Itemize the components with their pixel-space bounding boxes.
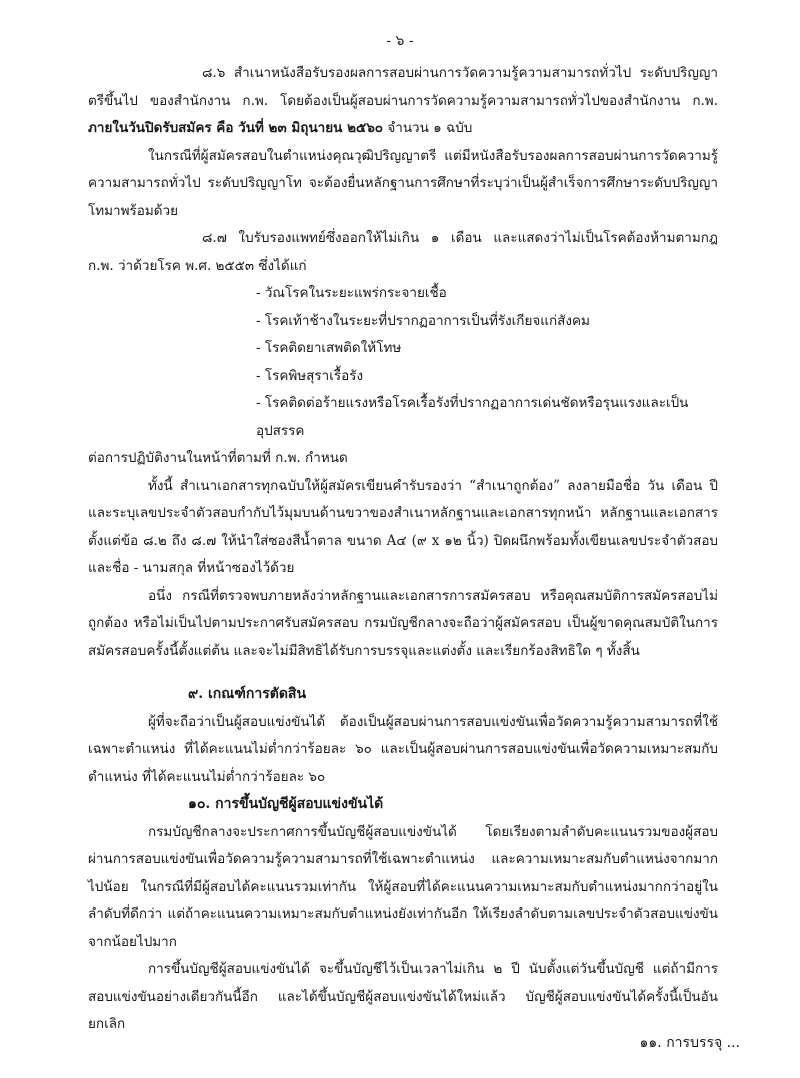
disease-item: - โรคติดยาเสพติดให้โทษ bbox=[256, 340, 402, 356]
next-page-reference: ๑๑. การบรรจุ ... bbox=[639, 1035, 740, 1051]
section-9-heading: ๙. เกณฑ์การตัดสิน bbox=[188, 686, 307, 702]
item-8-6-deadline: ภายในวันปิดรับสมัคร คือ วันที่ ๒๓ มิถุนายน ๒๕๖๐ bbox=[88, 120, 384, 136]
item-8-6-paragraph bbox=[88, 60, 718, 143]
certify-copy-note: ทั้งนี้ สำเนาเอกสารทุกฉบับให้ผู้สมัครเขียนคำรับรองว่า “สำเนาถูกต้อง” ลงลายมือชื่อ วัน เดือน ปี และระบุเลขประจำตัวสอบกำกับไว้มุมบนด้านขวาของสำเนาหลักฐานและเอกสารทุกหน้า หลักฐานและเอกสารตั้งแต่ข้อ ๘.๒ ถึง ๘.๗ ให้นำใส่ซองสีน้ำตาล ขนาด A๔ (๙ x ๑๒ นิ้ว) ปิดผนึกพร้อมทั้งเขียนเลขประจำตัวสอบ และชื่อ - นามสกุล ที่หน้าซองไว้ด้วย bbox=[88, 477, 718, 576]
item-8-6-tail: จำนวน ๑ ฉบับ bbox=[383, 120, 473, 136]
disease-item-continuation: ต่อการปฏิบัติงานในหน้าที่ตามที่ ก.พ. กำหนด bbox=[88, 450, 348, 466]
disease-item: - โรคติดต่อร้ายแรงหรือโรคเรื้อรังที่ปรากฏอาการเด่นชัดหรือรุนแรงและเป็นอุปสรรค bbox=[256, 395, 689, 439]
item-8-7-paragraph: ๘.๗ ใบรับรองแพทย์ซึ่งออกให้ไม่เกิน ๑ เดือน และแสดงว่าไม่เป็นโรคต้องห้ามตามกฎ ก.พ. ว่าด้วยโรค พ.ศ. ๒๕๕๓ ซึ่งได้แก่ bbox=[88, 230, 718, 274]
disease-item: - โรคเท้าช้างในระยะที่ปรากฏอาการเป็นที่รังเกียจแก่สังคม bbox=[256, 312, 590, 329]
disease-item: - โรคพิษสุราเรื้อรัง bbox=[256, 367, 364, 384]
item-8-6-note: ในกรณีที่ผู้สมัครสอบในตำแหน่งคุณวุฒิปริญญาตรี แต่มีหนังสือรับรองผลการสอบผ่านการวัดความรู้ความสามารถทั่วไป ระดับปริญญาโท จะต้องยื่นหลักฐานการศึกษาที่ระบุว่าเป็นผู้สำเร็จการศึกษาระดับปริญญาโทมาพร้อมด้วย bbox=[88, 147, 718, 219]
item-8-6-lead: ๘.๖ สำเนาหนังสือรับรองผลการสอบผ่านการวัดความรู้ความสามารถทั่วไป ระดับปริญญาตรีขึ้นไป ของสำนักงาน ก.พ. โดยต้องเป็นผู้สอบผ่านการวัดความรู้ความสามารถทั่วไปของสำนักงาน ก.พ. bbox=[88, 65, 718, 109]
disease-item: - วัณโรคในระยะแพร่กระจายเชื้อ bbox=[256, 285, 447, 301]
section-10-body-1: กรมบัญชีกลางจะประกาศการขึ้นบัญชีผู้สอบแข่งขันได้ โดยเรียงตามลำดับคะแนนรวมของผู้สอบผ่านการสอบแข่งขันเพื่อวัดความรู้ความสามารถที่ใช้เฉพาะตำแหน่ง และความเหมาะสมกับตำแหน่งจากมากไปน้อย ในกรณีที่มีผู้สอบได้คะแนนรวมเท่ากัน ให้ผู้สอบที่ได้คะแนนความเหมาะสมกับตำแหน่งมากกว่าอยู่ในลำดับที่ดีกว่า แต่ถ้าคะแนนความเหมาะสมกับตำแหน่งยังเท่ากันอีก ให้เรียงลำดับตามเลขประจำตัวสอบแข่งขันจากน้อยไปมาก bbox=[88, 823, 718, 950]
document-body bbox=[88, 60, 718, 1039]
section-10-heading: ๑๐. การขึ้นบัญชีผู้สอบแข่งขันได้ bbox=[188, 796, 384, 812]
section-9-body: ผู้ที่จะถือว่าเป็นผู้สอบแข่งขันได้ ต้องเป็นผู้สอบผ่านการสอบแข่งขันเพื่อวัดความรู้ความสามารถที่ใช้เฉพาะตำแหน่ง ที่ได้คะแนนไม่ต่ำกว่าร้อยละ ๖๐ และเป็นผู้สอบผ่านการสอบแข่งขันเพื่อวัดความเหมาะสมกับตำแหน่ง ที่ได้คะแนนไม่ต่ำกว่าร้อยละ ๖๐ bbox=[88, 713, 718, 785]
page-number: - ๖ - bbox=[386, 33, 414, 49]
prohibited-disease-list bbox=[88, 280, 718, 445]
section-10-body-2: การขึ้นบัญชีผู้สอบแข่งขันได้ จะขึ้นบัญชีไว้เป็นเวลาไม่เกิน ๒ ปี นับตั้งแต่วันขึ้นบัญชี แต่ถ้ามีการสอบแข่งขันอย่างเดียวกันนี้อีก และได้ขึ้นบัญชีผู้สอบแข่งขันได้ใหม่แล้ว บัญชีผู้สอบแข่งขันได้ครั้งนี้เป็นอันยกเลิก bbox=[88, 961, 718, 1032]
invalid-document-note: อนึ่ง กรณีที่ตรวจพบภายหลังว่าหลักฐานและเอกสารการสมัครสอบ หรือคุณสมบัติการสมัครสอบไม่ถูกต้อง หรือไม่เป็นไปตามประกาศรับสมัครสอบ กรมบัญชีกลางจะถือว่าผู้สมัครสอบ เป็นผู้ขาดคุณสมบัติในการสมัครสอบครั้งนี้ตั้งแต่ต้น และจะไม่มีสิทธิได้รับการบรรจุและแต่งตั้ง และเรียกร้องสิทธิใด ๆ ทั้งสิ้น bbox=[88, 587, 718, 659]
